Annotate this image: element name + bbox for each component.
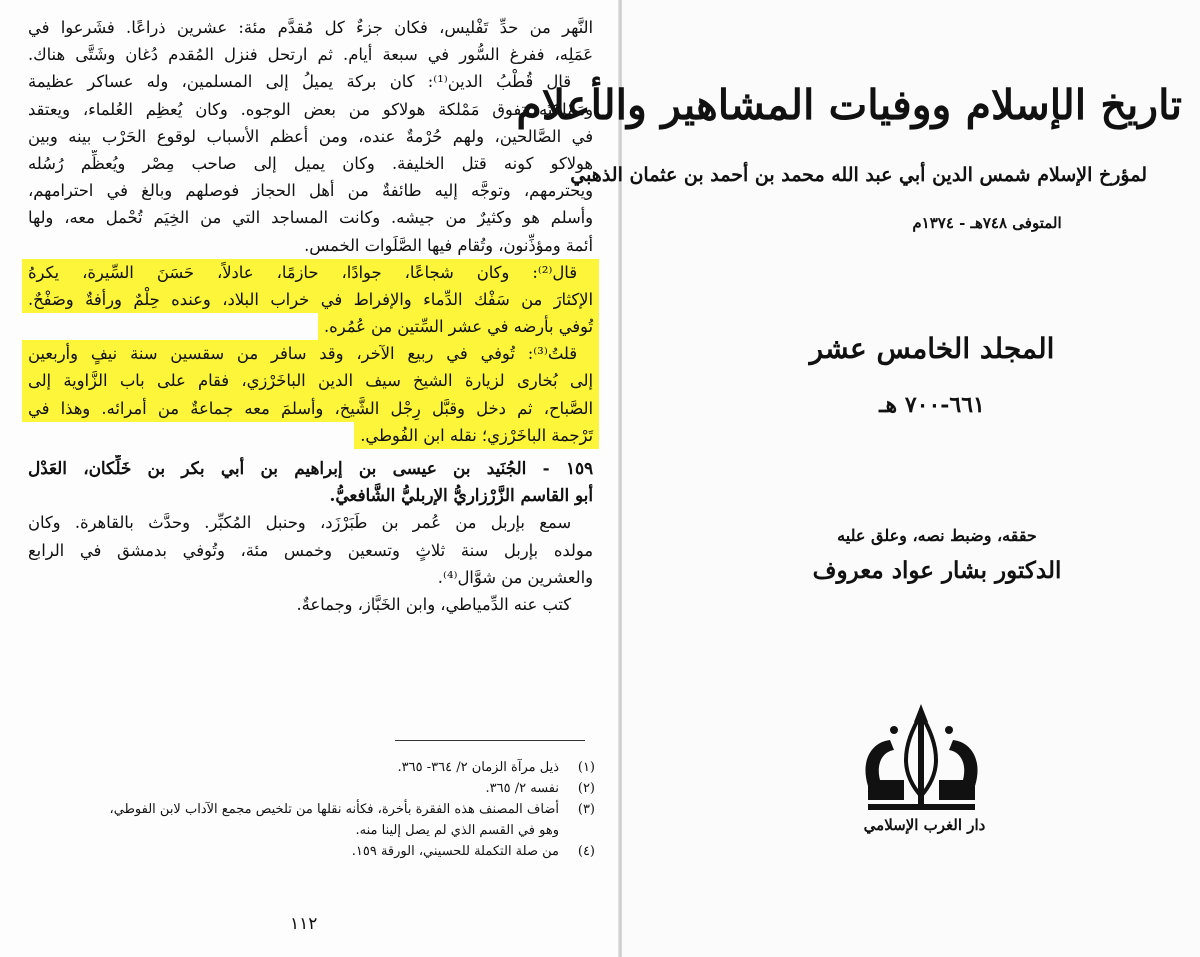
text-line: ويحترمهم، وتوجَّه إليه طائفةٌ من أهل الحجاز فوصلهم وبالغ في احترامهم،: [28, 181, 593, 201]
footnote-divider: [395, 740, 585, 741]
publisher-name: دار الغرب الإسلامي: [863, 816, 986, 834]
text-line: قال⁽²⁾: وكان شجاعًا، جوادًا، حازمًا، عادلاً، حَسَنَ السِّيرة، يكرهُ: [22, 259, 599, 286]
text-line: سمع بإربل من عُمر بن طَبَرْزَد، وحنبل المُكبِّر. وحدَّث بالقاهرة. وكان: [28, 513, 571, 533]
footnote: [200, 778, 595, 799]
text-line: تَرْجمة الباخَرْزي؛ نقله ابن الفُوطي.: [354, 422, 599, 449]
text-line: كتب عنه الدِّمياطي، وابن الخَبَّاز، وجماعةٌ.: [296, 594, 571, 614]
footnote-text: من صلة التكملة للحسيني، الورقة ١٥٩.: [351, 844, 559, 859]
text-line: في الصَّالحين، ولهم حُرْمةٌ عنده، ومن أعظم الأسباب لوقوع الحَرْب بينه وبين: [28, 126, 593, 146]
text-line: الصَّباح، ثم دخل وقبَّل رِجْل الشَّيخ، وأسلمَ معه جماعةٌ من أمرائه. وهذا في: [22, 395, 599, 422]
footnote: [109, 799, 595, 841]
text-line: هولاكو كونه قتل الخليفة. وكان يميل إلى صاحب مِصْر ويُعظِّم رُسُله: [28, 153, 593, 173]
publisher-logo-icon: [854, 700, 989, 822]
footnote-text: أضاف المصنف هذه الفقرة بأخرة، فكأنه نقلها من تلخيص مجمع الآداب لابن الفوطي،: [109, 802, 559, 817]
volume-label: المجلد الخامس عشر: [809, 332, 1055, 365]
author-line: لمؤرخ الإسلام شمس الدين أبي عبد الله محمد بن أحمد بن عثمان الذهبي: [570, 164, 1147, 186]
text-line: الإكثارَ من سَفْك الدِّماء والإفراط في خراب البلاد، وعنده حِلْمٌ ورأفةٌ وصَفْحٌ.: [22, 286, 599, 313]
text-line: قال قُطْبُ الدين⁽¹⁾: كان بركة يميلُ إلى المسلمين، وله عساكر عظيمة: [28, 72, 571, 92]
text-line: أئمة ومؤذِّنون، وتُقام فيها الصَّلَوات الخمس.: [304, 235, 593, 255]
text-line: ١٥٩ - الجُنَيد بن عيسى بن إبراهيم بن أبي بكر بن خَلِّكان، العَدْل: [28, 458, 593, 478]
footnote-number: (٢): [577, 781, 595, 796]
text-line: مولده بإربل سنة ثلاثٍ وتسعين وخمس مئة، وتُوفي بدمشق في الرابع: [28, 540, 593, 560]
footnotes: [109, 757, 595, 862]
text-line: تُوفي بأرضه في عشر السِّتين من عُمُره.: [318, 313, 599, 340]
footnote: [200, 757, 595, 778]
year-range: ٦٦١-٧٠٠ هـ: [879, 392, 985, 418]
text-line: عَمَلِه، ففرغ السُّور في سبعة أيام. ثم ارتحل فنزل المُقدم دُغان وشَتَّى هناك.: [28, 45, 593, 65]
text-line: النَّهر من حدِّ تَفْليس، فكان جزءٌ كل مُقدَّم مئة: عشرين ذراعًا. فشَرعوا في: [28, 18, 593, 37]
book-title: تاريخ الإسلام ووفيات المشاهير والأعلام: [516, 81, 1182, 129]
footnote: [200, 841, 595, 862]
footnote-text: نفسه ٢/ ٣٦٥.: [485, 781, 559, 796]
editor-credit-label: حققه، وضبط نصه، وعلق عليه: [837, 526, 1037, 545]
page-number: ١١٢: [290, 914, 318, 934]
text-line: وأسلم هو وكثيرٌ من جيشه. وكانت المساجد التي من الخِيَم تُحْمل معه، ولها: [28, 208, 593, 228]
body-text: [28, 14, 593, 618]
text-line: إلى بُخارى لزيارة الشيخ سيف الدين الباخَرْزي، فقام على باب الزَّاوية إلى: [22, 367, 599, 394]
footnote-text: وهو في القسم الذي لم يصل إلينا منه.: [355, 823, 559, 838]
text-line: والعشرين من شوَّال⁽⁴⁾.: [437, 567, 593, 587]
footnote-text: ذيل مرآة الزمان ٢/ ٣٦٤- ٣٦٥.: [397, 760, 559, 775]
footnote-number: (٣): [577, 802, 595, 817]
text-line: قلتُ⁽³⁾: تُوفي في ربيع الآخر، وقد سافر من سقسين سنة نيفٍ وأربعين: [22, 340, 599, 367]
death-date: المتوفى ٧٤٨هـ - ١٣٧٤م: [912, 214, 1062, 232]
editor-name: الدكتور بشار عواد معروف: [812, 557, 1062, 584]
text-line: ومَمْلكتُه تفوق مَمْلكة هولاكو من بعض الوجوه. وكان يُعظِم العُلماء، ويعتقد: [28, 99, 593, 119]
text-line: أبو القاسم الزَّرْزاريُّ الإربليُّ الشَّافعيُّ.: [329, 485, 593, 506]
footnote-number: (٤): [577, 844, 595, 859]
footnote-number: (١): [577, 760, 595, 775]
